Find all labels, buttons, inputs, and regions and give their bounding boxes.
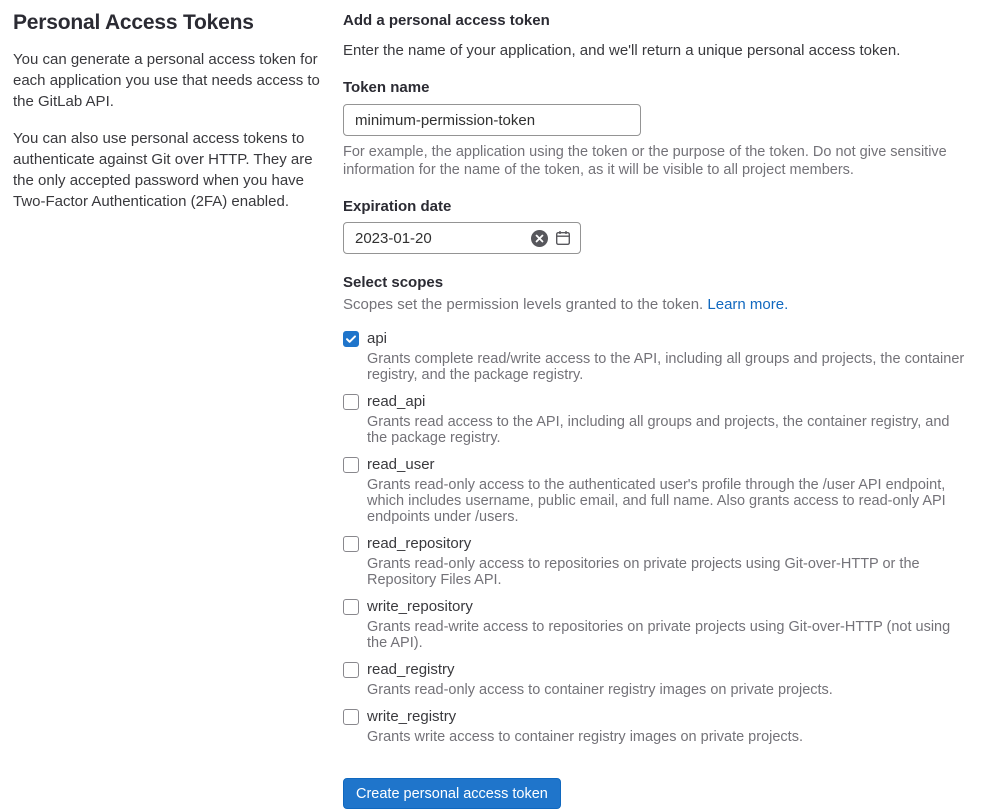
scope-item-read_api: [343, 392, 973, 446]
page-description-paragraph: You can also use personal access tokens to authenticate against Git over HTTP. They are the only accepted password when you have Two-Factor Authentication (2FA) enabled.: [13, 130, 313, 210]
scope-description: Grants read access to the API, including all groups and projects, the container registry, and the package registry.: [367, 414, 950, 446]
expiration-date-label: Expiration date: [343, 198, 452, 215]
checkbox-read_repository[interactable]: [343, 536, 359, 552]
expiration-date-input[interactable]: [344, 223, 524, 253]
checkbox-api[interactable]: [343, 331, 359, 347]
scope-description: Grants write access to container registry images on private projects.: [367, 729, 803, 745]
settings-description-column: [13, 11, 323, 809]
page-description-paragraph: You can generate a personal access token for each application you use that needs access to the GitLab API.: [13, 51, 320, 110]
add-token-form: [343, 11, 973, 809]
learn-more-link[interactable]: Learn more.: [707, 296, 789, 313]
x-circle-icon: [531, 230, 548, 247]
scope-name[interactable]: read_registry: [367, 661, 455, 678]
scope-item-write_repository: [343, 597, 973, 651]
form-section-title: Add a personal access token: [343, 12, 550, 29]
scope-description: Grants read-only access to the authenticated user's profile through the /user API endpoint, which includes username, public email, and full name. Also grants access to read-only API endpoints under /users.: [367, 477, 946, 525]
form-section-subtitle: Enter the name of your application, and we'll return a unique personal access token.: [343, 42, 901, 59]
page-title: Personal Access Tokens: [13, 11, 254, 34]
scope-item-read_registry: [343, 660, 973, 698]
scope-item-read_user: [343, 455, 973, 525]
scope-description: Grants read-only access to container registry images on private projects.: [367, 682, 833, 698]
token-name-input[interactable]: [343, 104, 641, 136]
clear-date-button[interactable]: [530, 229, 548, 247]
token-name-help: For example, the application using the token or the purpose of the token. Do not give sensitive information for the name of the token, as it will be visible to all project members.: [343, 144, 947, 178]
create-token-button[interactable]: Create personal access token: [343, 778, 561, 809]
checkbox-read_api[interactable]: [343, 394, 359, 410]
scope-description: Grants complete read/write access to the API, including all groups and projects, the container registry, and the package registry.: [367, 351, 965, 383]
scope-name[interactable]: read_repository: [367, 535, 472, 552]
calendar-icon: [555, 230, 571, 246]
scope-item-write_registry: [343, 707, 973, 745]
scope-name[interactable]: write_repository: [367, 598, 473, 615]
scopes-description: Scopes set the permission levels granted to the token. Learn more.: [343, 296, 789, 313]
scope-description: Grants read-only access to repositories on private projects using Git-over-HTTP or the Repository Files API.: [367, 556, 920, 588]
checkmark-icon: [345, 333, 357, 345]
token-name-label: Token name: [343, 79, 430, 96]
open-calendar-button[interactable]: [554, 229, 572, 247]
scope-description: Grants read-write access to repositories on private projects using Git-over-HTTP (not using the API).: [367, 619, 951, 651]
scope-item-api: [343, 329, 973, 383]
scope-name[interactable]: write_registry: [367, 708, 457, 725]
scope-name[interactable]: read_user: [367, 456, 435, 473]
scope-item-read_repository: [343, 534, 973, 588]
select-scopes-label: Select scopes: [343, 274, 444, 291]
scope-name[interactable]: read_api: [367, 393, 426, 410]
checkbox-read_registry[interactable]: [343, 662, 359, 678]
checkbox-write_repository[interactable]: [343, 599, 359, 615]
checkbox-write_registry[interactable]: [343, 709, 359, 725]
scope-name[interactable]: api: [367, 330, 388, 347]
expiration-date-field: [343, 222, 581, 254]
checkbox-read_user[interactable]: [343, 457, 359, 473]
